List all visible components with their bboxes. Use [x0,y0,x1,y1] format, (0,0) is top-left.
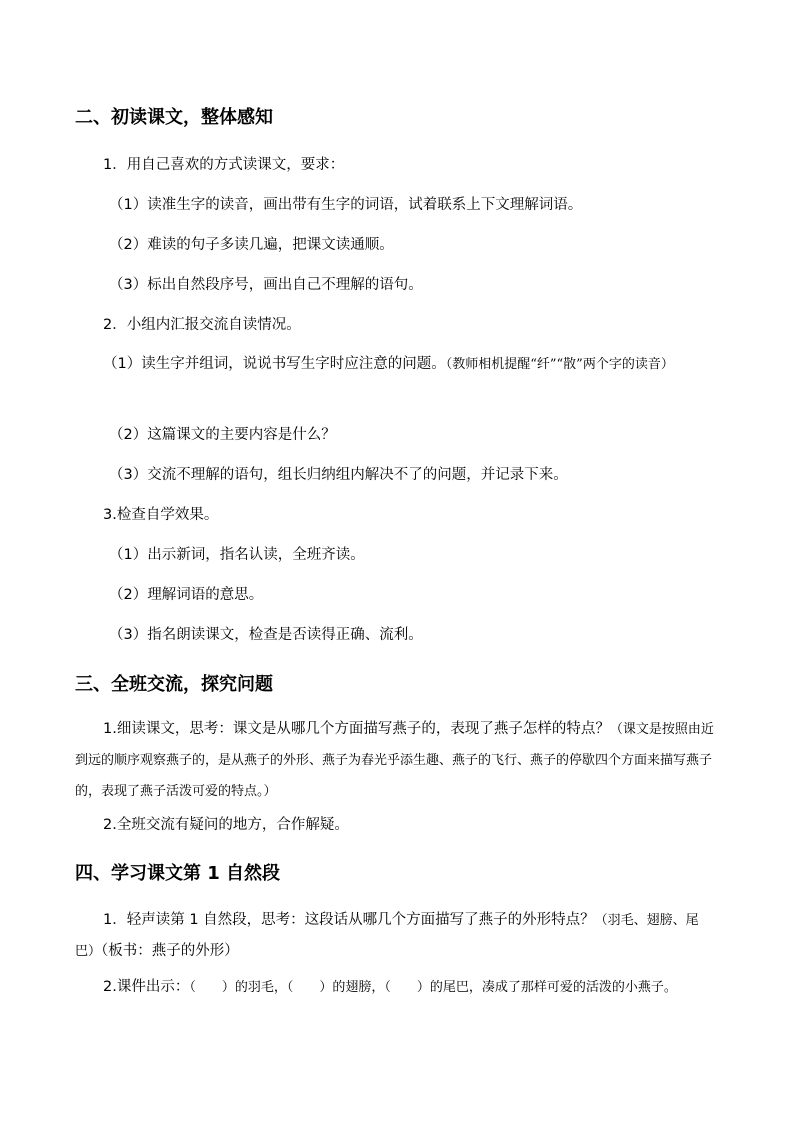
board-note: （板书：燕子的外形） [101,943,239,959]
teacher-note: （教师相机提醒“纤”“散”两个字的读音） [445,357,674,372]
list-item [75,972,717,1003]
list-item [75,905,717,967]
list-item-text: 2.课件出示： [103,979,190,995]
list-item-text: 1.细读课文，思考：课文是从哪几个方面描写燕子的，表现了燕子怎样的特点？ [103,721,610,737]
fill-in-sentence: （ ）的羽毛，（ ）的翅膀，（ ）的尾巴，凑成了那样可爱的活泼的小燕子。 [189,980,677,995]
list-item: （3）指名朗读课文，检查是否读得正确、流利。 [109,627,423,643]
list-item [75,349,717,380]
section-heading-2: 二、初读课文，整体感知 [75,107,273,128]
list-item [75,714,717,807]
section-heading-3: 三、全班交流，探究问题 [75,674,273,695]
list-item: 3.检查自学效果。 [103,507,219,523]
list-item: （1）读准生字的读音，画出带有生字的词语，试着联系上下文理解词语。 [109,197,583,213]
list-item: 1．用自己喜欢的方式读课文，要求： [103,157,345,173]
answer-note: （羽毛、翅膀、尾巴） [75,913,699,959]
section-heading-4: 四、学习课文第 1 自然段 [75,863,281,884]
list-item: （2）难读的句子多读几遍，把课文读通顺。 [109,237,394,253]
list-item: （1）出示新词，指名认读，全班齐读。 [109,547,365,563]
list-item: （2）这篇课文的主要内容是什么？ [109,427,336,443]
list-item: （3）交流不理解的语句，组长归纳组内解决不了的问题，并记录下来。 [109,467,568,483]
list-item: 2.全班交流有疑问的地方，合作解疑。 [103,817,349,833]
list-item: 2．小组内汇报交流自读情况。 [103,317,301,333]
list-item-text: （1）读生字并组词，说说书写生字时应注意的问题。 [103,356,446,372]
list-item-text: 1．轻声读第 1 自然段，思考：这段话从哪几个方面描写了燕子的外形特点？ [103,912,595,928]
list-item: （2）理解词语的意思。 [109,587,264,603]
list-item: （3）标出自然段序号，画出自己不理解的语句。 [109,277,423,293]
answer-note: （课文是按照由近到远的顺序观察燕子的，是从燕子的外形、燕子为春光乎添生趣、燕子的飞行、燕子的停歇四个方面来描写燕子的，表现了燕子活泼可爱的特点。） [75,722,714,799]
